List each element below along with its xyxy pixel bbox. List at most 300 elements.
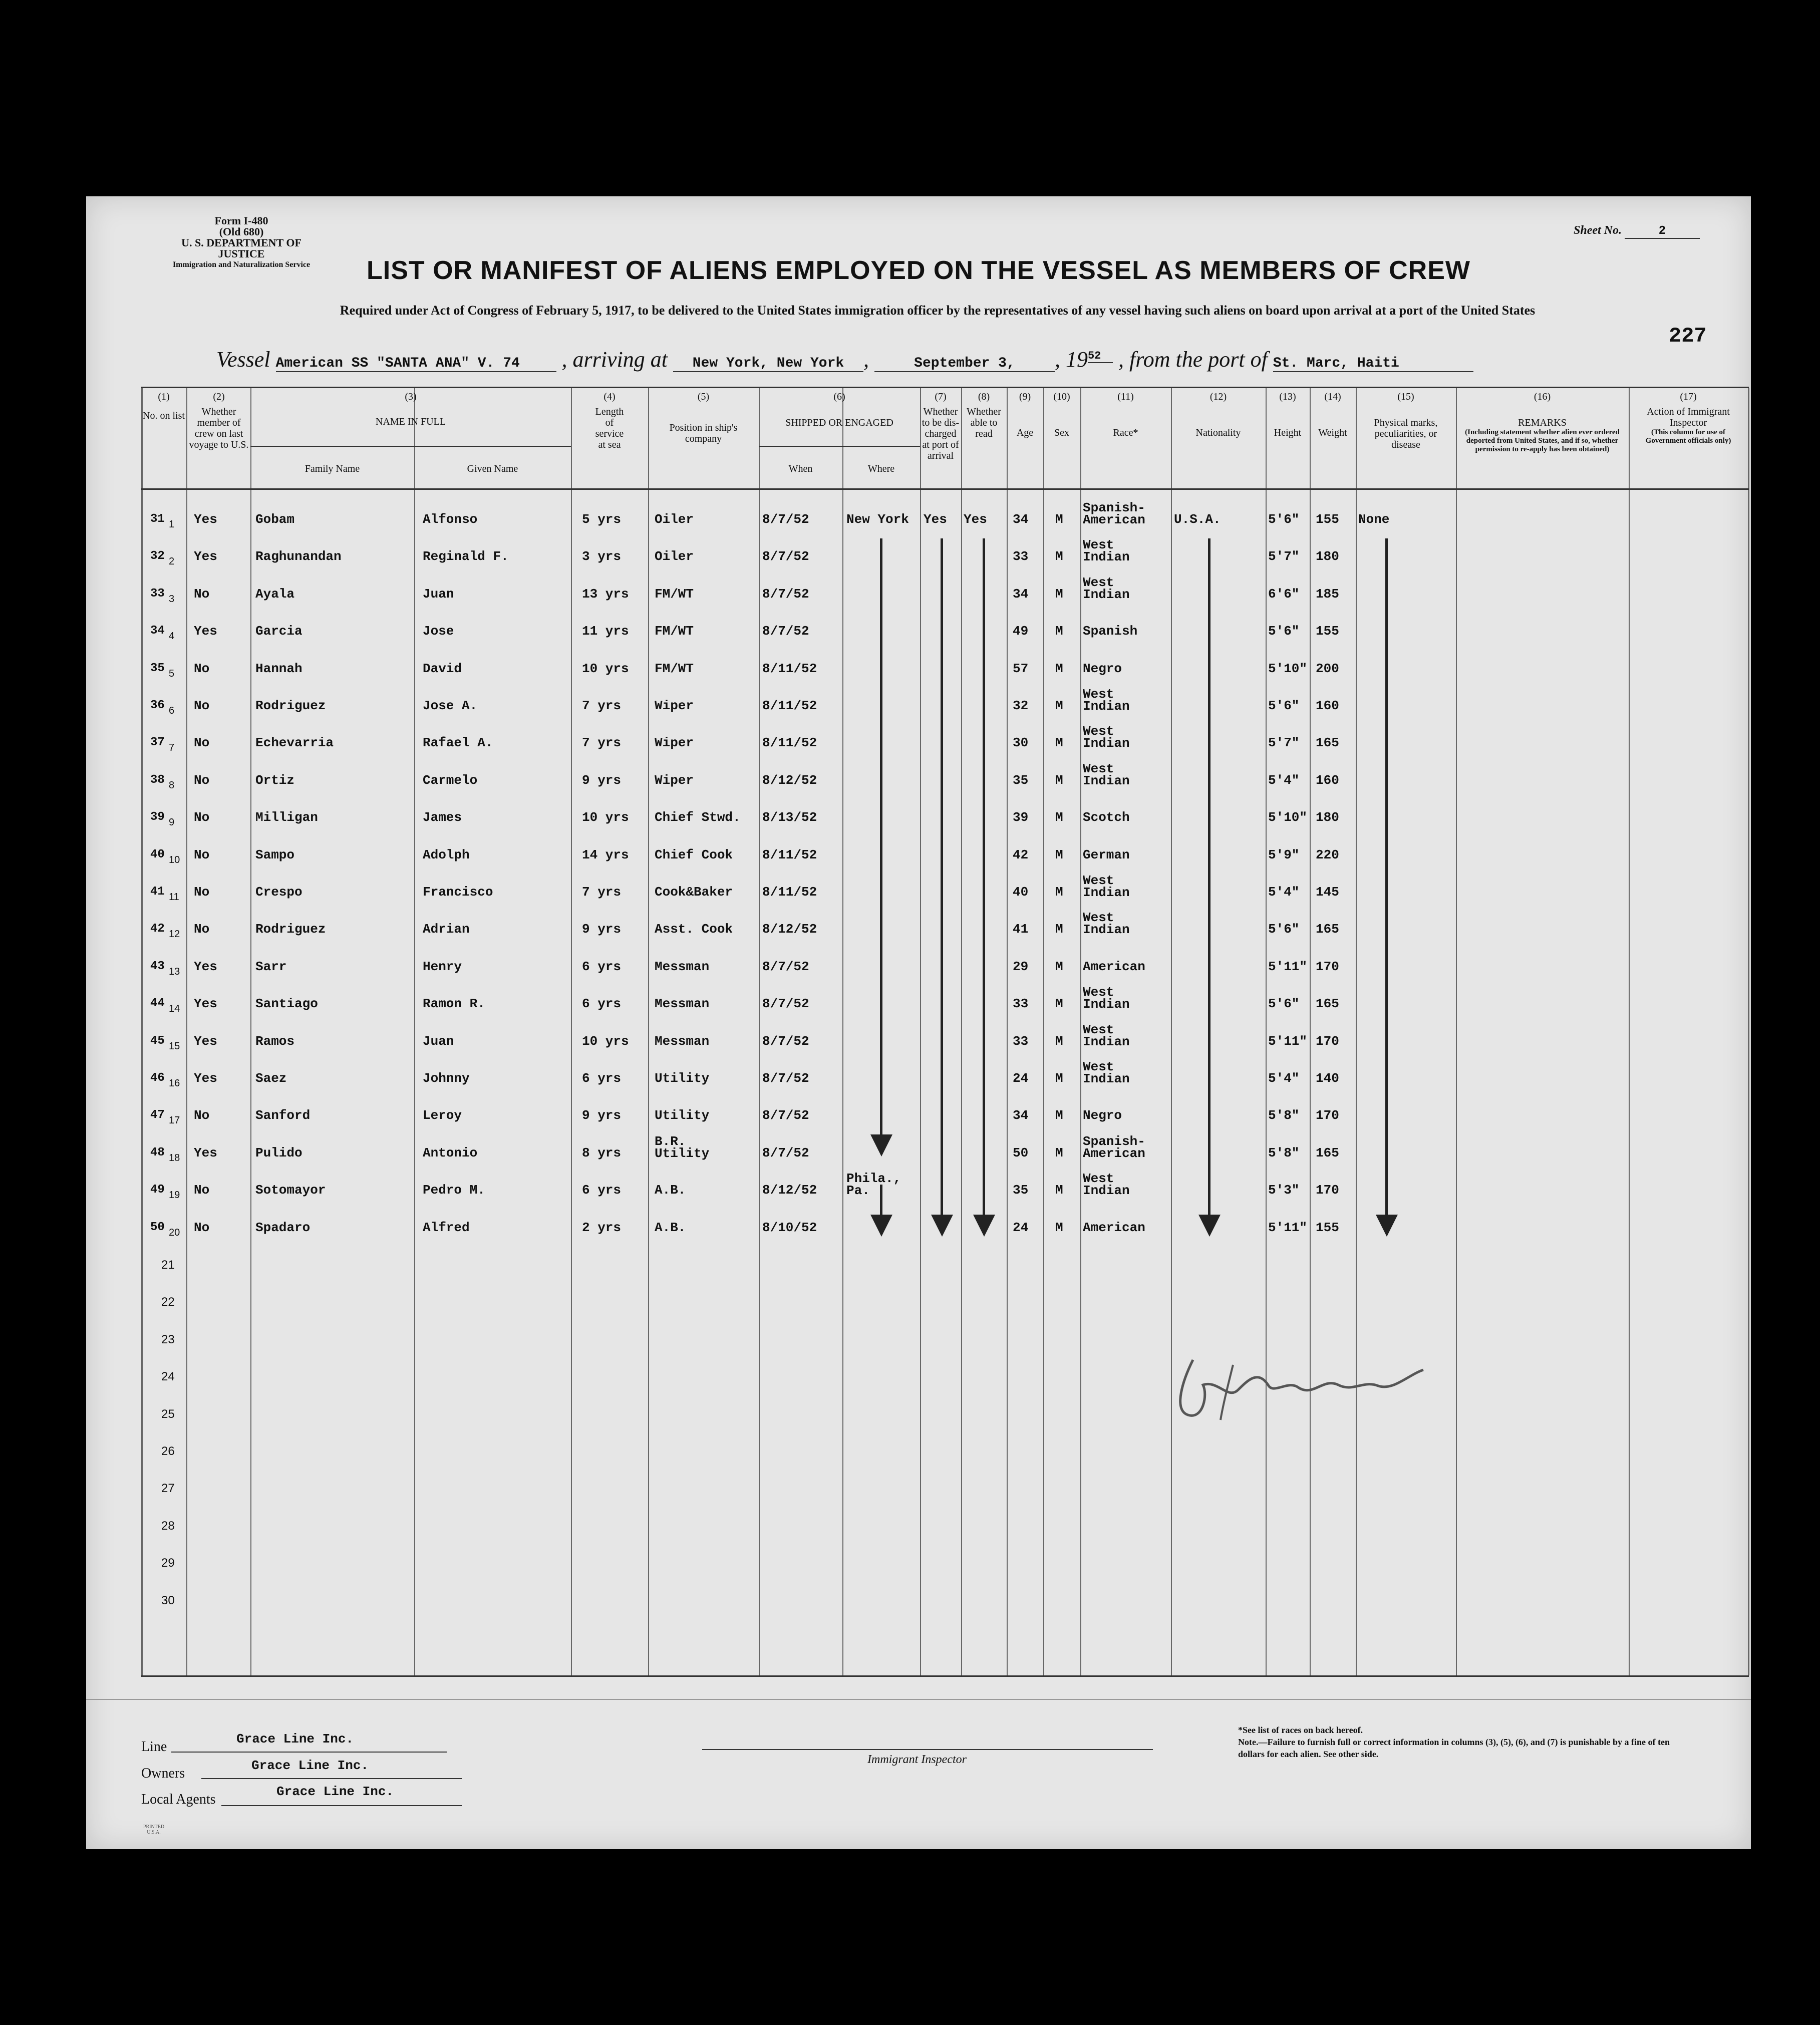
- row-number: 24: [161, 1370, 175, 1384]
- cell-sex: M: [1055, 735, 1063, 751]
- cell-height: 5'4": [1268, 885, 1300, 900]
- page-subtitle: Required under Act of Congress of February 5, 1917, to be delivered to the United States immigration officer by the representatives of any vessel having such aliens on board upon arrival at a port of the United States: [340, 303, 1536, 318]
- cell-age: 33: [1013, 1033, 1029, 1049]
- cell-position: Oiler: [655, 549, 694, 564]
- cell-age: 32: [1013, 698, 1029, 713]
- empty-row: [141, 1512, 1749, 1550]
- empty-row: [141, 1587, 1749, 1624]
- cell-sex: M: [1055, 810, 1063, 825]
- cell-prev: No: [194, 1108, 210, 1123]
- empty-row: [141, 1475, 1749, 1512]
- cell-when: 8/7/52: [762, 512, 809, 527]
- col-1-header: (1) No. on list: [143, 391, 185, 421]
- cell-weight: 180: [1316, 549, 1339, 564]
- cell-service: 13 yrs: [582, 586, 629, 602]
- cell-age: 50: [1013, 1145, 1029, 1161]
- cell-list: 32: [150, 549, 165, 563]
- cell-height: 5'7": [1268, 735, 1300, 751]
- cell-family: Sarr: [255, 959, 287, 974]
- cell-read: Yes: [964, 512, 987, 527]
- cell-weight: 160: [1316, 698, 1339, 713]
- table-row: [141, 1133, 1749, 1177]
- table-row: [141, 574, 1749, 618]
- row-number: 27: [161, 1482, 175, 1496]
- cell-prev: Yes: [194, 1033, 217, 1049]
- cell-prev: Yes: [194, 512, 217, 527]
- cell-list: 36: [150, 699, 165, 712]
- col-3-family-header: Family Name: [305, 463, 360, 474]
- cell-height: 5'6": [1268, 624, 1300, 639]
- cell-sex: M: [1055, 922, 1063, 937]
- cell-given: Henry: [423, 959, 462, 974]
- form-department: U. S. DEPARTMENT OF JUSTICE: [181, 236, 301, 260]
- cell-height: 5'3": [1268, 1183, 1300, 1198]
- footer-notes: [1238, 1724, 1689, 1760]
- cell-position: FM/WT: [655, 586, 694, 602]
- row-number: 4: [169, 631, 175, 642]
- cell-prev: No: [194, 847, 210, 862]
- cell-race: Negro: [1083, 661, 1122, 676]
- cell-position: Wiper: [655, 772, 694, 788]
- cell-when: 8/11/52: [762, 885, 817, 900]
- cell-position: Wiper: [655, 735, 694, 751]
- cell-service: 6 yrs: [582, 959, 622, 974]
- ditto-arrow: [1208, 538, 1210, 1225]
- cell-given: Juan: [423, 1033, 454, 1049]
- cell-height: 5'10": [1268, 661, 1308, 676]
- footer-agents: [141, 1792, 216, 1808]
- cell-position: Messman: [655, 996, 710, 1012]
- cell-when: 8/12/52: [762, 922, 817, 937]
- cell-weight: 185: [1316, 586, 1339, 602]
- cell-height: 5'6": [1268, 698, 1300, 713]
- stamp-number: 227: [1669, 324, 1707, 348]
- cell-race: American: [1083, 1220, 1145, 1235]
- cell-prev: No: [194, 1183, 210, 1198]
- crew-table: [141, 387, 1749, 1677]
- col-6-where-header: Where: [867, 463, 895, 474]
- cell-sex: M: [1055, 996, 1063, 1012]
- row-number: 3: [169, 593, 175, 605]
- cell-family: Rodriguez: [255, 698, 326, 713]
- cell-discharged: Yes: [924, 512, 947, 527]
- cell-list: 50: [150, 1220, 165, 1234]
- cell-family: Pulido: [255, 1145, 302, 1161]
- cell-service: 2 yrs: [582, 1220, 622, 1235]
- cell-list: 31: [150, 512, 165, 526]
- ditto-arrow: [1385, 538, 1388, 1225]
- cell-service: 6 yrs: [582, 996, 622, 1012]
- table-row: [141, 687, 1749, 730]
- col-16-header: (16) REMARKS (Including statement whether alien ever ordered deported from United States, and if so, whether permission to re-apply has been obtained): [1465, 391, 1620, 453]
- table-row: [141, 910, 1749, 953]
- cell-height: 5'6": [1268, 512, 1300, 527]
- cell-weight: 160: [1316, 772, 1339, 788]
- ditto-arrow: [941, 538, 943, 1225]
- cell-weight: 165: [1316, 922, 1339, 937]
- cell-sex: M: [1055, 624, 1063, 639]
- inspector-signature: [1173, 1350, 1438, 1430]
- cell-height: 5'7": [1268, 549, 1300, 564]
- cell-sex: M: [1055, 1220, 1063, 1235]
- form-service: Immigration and Naturalization Service: [172, 260, 311, 269]
- cell-list: 33: [150, 587, 165, 601]
- cell-prev: No: [194, 922, 210, 937]
- cell-height: 5'4": [1268, 772, 1300, 788]
- cell-race: West Indian: [1083, 910, 1130, 938]
- cell-height: 5'9": [1268, 847, 1300, 862]
- cell-race: West Indian: [1083, 687, 1130, 714]
- form-number: Form I-480: [214, 214, 268, 227]
- table-row: [141, 873, 1749, 916]
- cell-given: Rafael A.: [423, 735, 493, 751]
- cell-position: Oiler: [655, 512, 694, 527]
- row-number: 15: [169, 1040, 180, 1052]
- footer-owners: [141, 1766, 185, 1782]
- row-number: 1: [169, 519, 175, 530]
- printer-mark: PRINTED U.S.A.: [143, 1824, 165, 1835]
- cell-sex: M: [1055, 586, 1063, 602]
- row-number: 14: [169, 1003, 180, 1015]
- table-row: [141, 500, 1749, 543]
- cell-family: Ortiz: [255, 772, 295, 788]
- cell-position: Utility: [655, 1071, 710, 1086]
- cell-height: 5'4": [1268, 1071, 1300, 1086]
- cell-race: Spanish- American: [1083, 500, 1145, 527]
- cell-family: Echevarria: [255, 735, 334, 751]
- cell-given: Adrian: [423, 922, 470, 937]
- cell-sex: M: [1055, 1033, 1063, 1049]
- cell-race: West Indian: [1083, 761, 1130, 788]
- cell-height: 5'11": [1268, 959, 1308, 974]
- cell-family: Sampo: [255, 847, 295, 862]
- cell-sex: M: [1055, 698, 1063, 713]
- cell-sex: M: [1055, 1071, 1063, 1086]
- races-note: *See list of races on back hereof.: [1238, 1725, 1363, 1735]
- cell-given: Carmelo: [423, 772, 478, 788]
- cell-height: 5'11": [1268, 1033, 1308, 1049]
- cell-prev: Yes: [194, 996, 217, 1012]
- cell-list: 44: [150, 997, 165, 1011]
- col-17-header: (17) Action of Immigrant Inspector (This column for use of Government officials only): [1645, 391, 1731, 445]
- cell-when: 8/7/52: [762, 1145, 809, 1161]
- line-label: Line: [141, 1739, 167, 1755]
- empty-row: [141, 1363, 1749, 1400]
- cell-service: 9 yrs: [582, 772, 622, 788]
- cell-age: 42: [1013, 847, 1029, 862]
- cell-age: 29: [1013, 959, 1029, 974]
- cell-family: Raghunandan: [255, 549, 342, 564]
- cell-given: Jose: [423, 624, 454, 639]
- cell-weight: 170: [1316, 1108, 1339, 1123]
- col-7-header: (7) Whether to be dis-charged at port of arrival: [922, 391, 960, 461]
- cell-weight: 140: [1316, 1071, 1339, 1086]
- cell-when: 8/7/52: [762, 1033, 809, 1049]
- cell-race: Spanish: [1083, 624, 1138, 639]
- agents-value: Grace Line Inc.: [276, 1784, 394, 1799]
- cell-position: Wiper: [655, 698, 694, 713]
- empty-row: [141, 1288, 1749, 1326]
- sheet-label: Sheet No.: [1574, 224, 1622, 237]
- cell-service: 5 yrs: [582, 512, 622, 527]
- cell-where: Phila., Pa.: [846, 1171, 901, 1199]
- row-number: 6: [169, 705, 175, 716]
- cell-when: 8/7/52: [762, 959, 809, 974]
- cell-position: Chief Cook: [655, 847, 733, 862]
- cell-list: 46: [150, 1071, 165, 1085]
- row-number: 29: [161, 1556, 175, 1570]
- cell-when: 8/7/52: [762, 1071, 809, 1086]
- cell-service: 10 yrs: [582, 1033, 629, 1049]
- sheet-number: [1574, 224, 1700, 239]
- cell-given: Jose A.: [423, 698, 478, 713]
- cell-when: 8/12/52: [762, 1183, 817, 1198]
- cell-given: Johnny: [423, 1071, 470, 1086]
- cell-prev: No: [194, 1220, 210, 1235]
- empty-row: [141, 1251, 1749, 1289]
- row-number: 22: [161, 1295, 175, 1309]
- cell-when: 8/7/52: [762, 996, 809, 1012]
- from-label: , from the port of: [1118, 347, 1268, 372]
- cell-family: Crespo: [255, 885, 302, 900]
- cell-weight: 180: [1316, 810, 1339, 825]
- cell-service: 7 yrs: [582, 698, 622, 713]
- row-number: 8: [169, 779, 175, 791]
- cell-where: New York: [846, 512, 909, 527]
- cell-when: 8/12/52: [762, 772, 817, 788]
- cell-age: 57: [1013, 661, 1029, 676]
- cell-weight: 165: [1316, 735, 1339, 751]
- manifest-page: [86, 196, 1751, 1849]
- cell-height: 6'6": [1268, 586, 1300, 602]
- row-number: 13: [169, 966, 180, 977]
- col-6-when-header: When: [788, 463, 813, 474]
- cell-given: Alfonso: [423, 512, 478, 527]
- cell-service: 10 yrs: [582, 810, 629, 825]
- row-number: 25: [161, 1407, 175, 1421]
- arriving-at: New York, New York: [673, 356, 863, 372]
- table-row: [141, 1102, 1749, 1139]
- penalty-note: Note.—Failure to furnish full or correct information in columns (3), (5), (6), and (7) is punishable by a fine of ten dollars for each alien. See other side.: [1238, 1737, 1670, 1759]
- cell-position: Cook&Baker: [655, 885, 733, 900]
- row-number: 26: [161, 1444, 175, 1458]
- cell-race: West Indian: [1083, 985, 1130, 1012]
- cell-family: Garcia: [255, 624, 302, 639]
- cell-list: 35: [150, 661, 165, 675]
- cell-service: 7 yrs: [582, 885, 622, 900]
- cell-list: 41: [150, 885, 165, 899]
- cell-prev: Yes: [194, 1145, 217, 1161]
- cell-family: Saez: [255, 1071, 287, 1086]
- cell-weight: 165: [1316, 1145, 1339, 1161]
- cell-age: 33: [1013, 549, 1029, 564]
- cell-age: 35: [1013, 1183, 1029, 1198]
- cell-position: FM/WT: [655, 624, 694, 639]
- form-old-number: (Old 680): [219, 225, 264, 238]
- row-number: 28: [161, 1519, 175, 1533]
- sheet-value: 2: [1625, 224, 1700, 239]
- empty-row: [141, 1400, 1749, 1438]
- cell-service: 6 yrs: [582, 1071, 622, 1086]
- empty-row: [141, 1437, 1749, 1475]
- cell-given: Pedro M.: [423, 1183, 485, 1198]
- cell-weight: 220: [1316, 847, 1339, 862]
- cell-age: 30: [1013, 735, 1029, 751]
- col-6-header: (6) SHIPPED OR ENGAGED: [785, 391, 893, 428]
- cell-race: Scotch: [1083, 810, 1130, 825]
- cell-family: Gobam: [255, 512, 295, 527]
- cell-age: 33: [1013, 996, 1029, 1012]
- cell-weight: 170: [1316, 1033, 1339, 1049]
- col-5-header: (5) Position in ship's company: [669, 391, 738, 444]
- cell-prev: No: [194, 885, 210, 900]
- col-14-header: (14) Weight: [1318, 391, 1347, 438]
- ditto-arrowhead: [870, 1215, 892, 1237]
- table-row: [141, 537, 1749, 581]
- cell-list: 49: [150, 1183, 165, 1197]
- cell-age: 34: [1013, 1108, 1029, 1123]
- col-2-header: (2) Whether member of crew on last voyage to U.S.: [189, 391, 249, 450]
- ditto-arrow: [983, 538, 985, 1225]
- row-number: 20: [169, 1227, 180, 1238]
- cell-prev: Yes: [194, 624, 217, 639]
- cell-service: 9 yrs: [582, 1108, 622, 1123]
- ditto-arrowhead: [931, 1215, 953, 1237]
- cell-service: 11 yrs: [582, 624, 629, 639]
- row-number: 21: [161, 1258, 175, 1272]
- cell-age: 35: [1013, 772, 1029, 788]
- cell-race: West Indian: [1083, 1171, 1130, 1199]
- cell-height: 5'11": [1268, 1220, 1308, 1235]
- cell-age: 39: [1013, 810, 1029, 825]
- cell-height: 5'6": [1268, 996, 1300, 1012]
- cell-sex: M: [1055, 661, 1063, 676]
- cell-age: 34: [1013, 512, 1029, 527]
- cell-given: Antonio: [423, 1145, 478, 1161]
- ditto-arrowhead: [1198, 1215, 1221, 1237]
- row-number: 30: [161, 1593, 175, 1607]
- cell-list: 48: [150, 1145, 165, 1160]
- table-row: [141, 1171, 1749, 1214]
- cell-weight: 170: [1316, 1183, 1339, 1198]
- cell-when: 8/11/52: [762, 698, 817, 713]
- row-number: 16: [169, 1078, 180, 1089]
- cell-age: 34: [1013, 586, 1029, 602]
- cell-sex: M: [1055, 847, 1063, 862]
- cell-sex: M: [1055, 512, 1063, 527]
- empty-row: [141, 1326, 1749, 1363]
- cell-age: 24: [1013, 1071, 1029, 1086]
- arriving-label: , arriving at: [561, 347, 668, 372]
- empty-row: [141, 1549, 1749, 1587]
- cell-sex: M: [1055, 1145, 1063, 1161]
- cell-position: B.R. Utility: [655, 1133, 710, 1161]
- table-row: [141, 724, 1749, 767]
- cell-prev: No: [194, 586, 210, 602]
- cell-height: 5'8": [1268, 1108, 1300, 1123]
- ditto-arrowhead: [1376, 1215, 1398, 1237]
- cell-race: Negro: [1083, 1108, 1122, 1123]
- cell-position: Utility: [655, 1108, 710, 1123]
- cell-weight: 155: [1316, 512, 1339, 527]
- cell-prev: No: [194, 661, 210, 676]
- cell-age: 41: [1013, 922, 1029, 937]
- row-number: 5: [169, 668, 175, 679]
- cell-service: 10 yrs: [582, 661, 629, 676]
- cell-when: 8/11/52: [762, 735, 817, 751]
- col-4-header: (4) Length of service at sea: [595, 391, 624, 450]
- cell-list: 43: [150, 959, 165, 973]
- cell-service: 7 yrs: [582, 735, 622, 751]
- cell-position: A.B.: [655, 1183, 686, 1198]
- cell-race: West Indian: [1083, 873, 1130, 900]
- cell-nationality: U.S.A.: [1174, 512, 1221, 527]
- cell-age: 49: [1013, 624, 1029, 639]
- table-row: [141, 1022, 1749, 1065]
- ditto-arrowhead: [973, 1215, 995, 1237]
- cell-family: Santiago: [255, 996, 318, 1012]
- cell-service: 8 yrs: [582, 1145, 622, 1161]
- cell-when: 8/7/52: [762, 549, 809, 564]
- cell-sex: M: [1055, 549, 1063, 564]
- row-number: 12: [169, 929, 180, 940]
- owners-label: Owners: [141, 1766, 185, 1781]
- cell-race: Spanish- American: [1083, 1133, 1145, 1161]
- cell-when: 8/7/52: [762, 1108, 809, 1123]
- cell-race: West Indian: [1083, 724, 1130, 751]
- footer-line: [141, 1739, 167, 1755]
- cell-weight: 200: [1316, 661, 1339, 676]
- col-8-header: (8) Whether able to read: [967, 391, 1001, 439]
- cell-given: James: [423, 810, 462, 825]
- row-number: 9: [169, 817, 175, 828]
- cell-family: Sanford: [255, 1108, 311, 1123]
- cell-family: Ayala: [255, 586, 295, 602]
- cell-list: 37: [150, 736, 165, 750]
- cell-sex: M: [1055, 885, 1063, 900]
- cell-family: Milligan: [255, 810, 318, 825]
- cell-list: 40: [150, 847, 165, 861]
- cell-prev: Yes: [194, 959, 217, 974]
- cell-service: 3 yrs: [582, 549, 622, 564]
- row-number: 23: [161, 1332, 175, 1346]
- ditto-arrowhead: [870, 1134, 892, 1156]
- col-15-header: (15) Physical marks, peculiarities, or disease: [1374, 391, 1438, 450]
- cell-weight: 155: [1316, 1220, 1339, 1235]
- cell-given: Francisco: [423, 885, 493, 900]
- cell-prev: No: [194, 810, 210, 825]
- cell-age: 24: [1013, 1220, 1029, 1235]
- ditto-arrow: [880, 538, 882, 1139]
- cell-family: Hannah: [255, 661, 302, 676]
- cell-given: Ramon R.: [423, 996, 485, 1012]
- table-row: [141, 804, 1749, 841]
- row-number: 19: [169, 1190, 180, 1201]
- cell-given: Juan: [423, 586, 454, 602]
- cell-age: 40: [1013, 885, 1029, 900]
- table-row: [141, 841, 1749, 879]
- cell-list: 42: [150, 922, 165, 936]
- col-3-given-header: Given Name: [467, 463, 518, 474]
- cell-when: 8/11/52: [762, 661, 817, 676]
- col-10-header: (10) Sex: [1053, 391, 1070, 438]
- cell-position: A.B.: [655, 1220, 686, 1235]
- cell-when: 8/13/52: [762, 810, 817, 825]
- col-12-header: (12) Nationality: [1195, 391, 1241, 438]
- row-number: 18: [169, 1152, 180, 1164]
- cell-race: American: [1083, 959, 1145, 974]
- arrival-date: September 3,: [874, 356, 1055, 372]
